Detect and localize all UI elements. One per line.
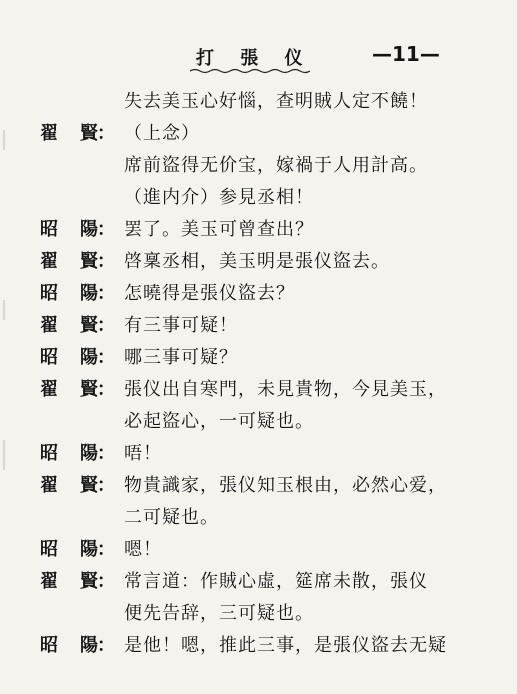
dialogue-text: 二可疑也。 xyxy=(124,507,219,528)
script-line xyxy=(0,214,517,246)
dialogue-text: 張仪出自寒門，未見貴物，今見美玉， xyxy=(124,379,447,400)
script-line xyxy=(0,150,517,182)
speaker-name: 翟 賢 xyxy=(40,251,98,272)
speaker-colon: ： xyxy=(97,347,115,368)
speaker-colon: ： xyxy=(97,283,115,304)
speaker-colon: ： xyxy=(97,123,115,144)
dialogue-text: 唔！ xyxy=(124,443,162,464)
script-line xyxy=(0,118,517,150)
speaker-colon: ： xyxy=(97,379,115,400)
script-dialogue xyxy=(0,86,517,662)
speaker-name: 翟 賢 xyxy=(40,123,98,144)
speaker-colon: ： xyxy=(97,315,115,336)
speaker-name: 昭 陽 xyxy=(40,283,98,304)
script-line xyxy=(0,470,517,502)
dialogue-text: 席前盜得无价宝，嫁禍于人用計高。 xyxy=(124,155,428,176)
speaker-name: 昭 陽 xyxy=(40,635,98,656)
title-wavy-underline xyxy=(190,68,310,74)
script-line xyxy=(0,246,517,278)
script-line xyxy=(0,278,517,310)
dialogue-text: 啓稟丞相，美玉明是張仪盜去。 xyxy=(124,251,390,272)
dialogue-text: 罢了。美玉可曾查出？ xyxy=(124,219,314,240)
dialogue-text: 哪三事可疑？ xyxy=(124,347,238,368)
speaker-name: 昭 陽 xyxy=(40,539,98,560)
script-line xyxy=(0,630,517,662)
speaker-colon: ： xyxy=(97,443,115,464)
dialogue-text: 嗯！ xyxy=(124,539,162,560)
script-line xyxy=(0,406,517,438)
speaker-colon: ： xyxy=(97,475,115,496)
dialogue-text: （進内介）参見丞相！ xyxy=(124,187,314,208)
running-title: 打 張 仪 xyxy=(196,48,313,69)
script-line xyxy=(0,342,517,374)
speaker-name: 翟 賢 xyxy=(40,571,98,592)
speaker-name: 昭 陽 xyxy=(40,443,98,464)
dialogue-text: （上念） xyxy=(124,123,200,144)
speaker-colon: ： xyxy=(97,635,115,656)
speaker-name: 翟 賢 xyxy=(40,475,98,496)
script-line xyxy=(0,182,517,214)
speaker-name: 翟 賢 xyxy=(40,379,98,400)
speaker-name: 昭 陽 xyxy=(40,347,98,368)
dialogue-text: 常言道：作賊心虛，筵席未散，張仪 xyxy=(124,571,428,592)
script-line xyxy=(0,598,517,630)
page-number: —11— xyxy=(372,42,440,66)
speaker-colon: ： xyxy=(97,219,115,240)
speaker-colon: ： xyxy=(97,251,115,272)
script-line xyxy=(0,438,517,470)
dialogue-text: 物貴識家，張仪知玉根由，必然心爱， xyxy=(124,475,447,496)
speaker-colon: ： xyxy=(97,571,115,592)
dialogue-text: 怎曉得是張仪盜去？ xyxy=(124,283,295,304)
speaker-name: 翟 賢 xyxy=(40,315,98,336)
script-line xyxy=(0,534,517,566)
dialogue-text: 便先告辞，三可疑也。 xyxy=(124,603,314,624)
dialogue-text: 是他！嗯，推此三事，是張仪盜去无疑 xyxy=(124,635,447,656)
dialogue-text: 有三事可疑！ xyxy=(124,315,238,336)
speaker-name: 昭 陽 xyxy=(40,219,98,240)
script-line xyxy=(0,86,517,118)
script-line xyxy=(0,502,517,534)
dialogue-text: 失去美玉心好惱，查明賊人定不饒！ xyxy=(124,91,428,112)
speaker-colon: ： xyxy=(97,539,115,560)
script-line xyxy=(0,374,517,406)
script-line xyxy=(0,310,517,342)
page-header xyxy=(0,44,517,74)
script-line xyxy=(0,566,517,598)
dialogue-text: 必起盜心，一可疑也。 xyxy=(124,411,314,432)
